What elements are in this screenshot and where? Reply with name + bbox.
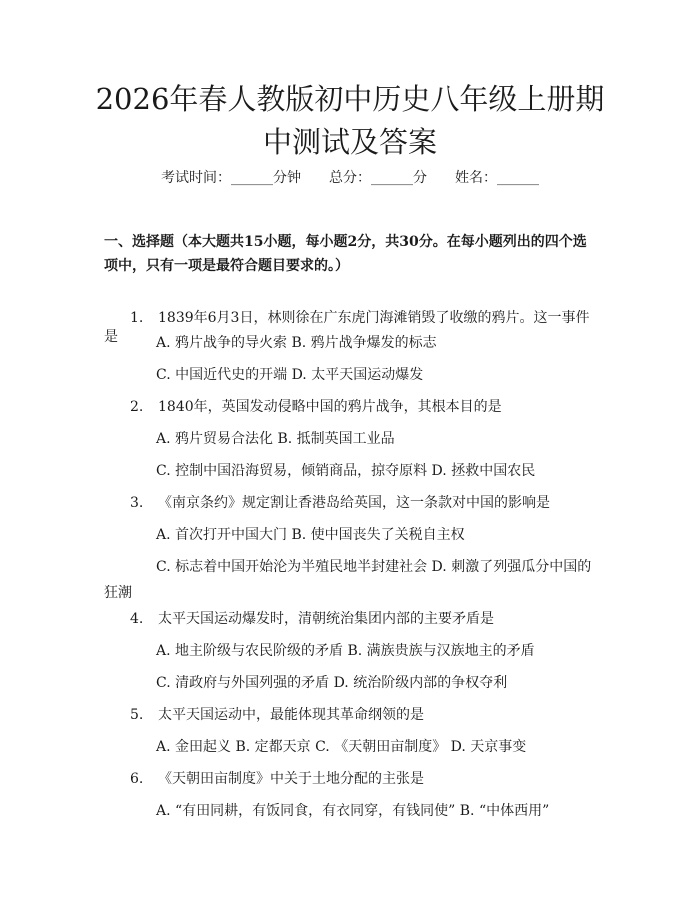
question-3-stem <box>104 490 596 516</box>
document-title: 2026年春人教版初中历史八年级上册期中测试及答案 <box>95 82 605 159</box>
question-text: 太平天国运动中，最能体现其革命纲领的是 <box>158 707 424 723</box>
exam-meta <box>0 168 700 188</box>
question-text: 《南京条约》规定割让香港岛给英国，这一条款对中国的影响是 <box>158 495 550 511</box>
question-3-options-continued: 狂潮 <box>104 585 132 601</box>
question-3-options-ab: A. 首次打开中国大门 B. 使中国丧失了关税自主权 <box>156 527 465 543</box>
question-2-options-cd: C. 控制中国沿海贸易，倾销商品，掠夺原料 D. 拯救中国农民 <box>156 463 536 479</box>
question-5-options: A. 金田起义 B. 定都天京 C. 《天朝田亩制度》 D. 天京事变 <box>156 739 527 755</box>
question-number: 3. <box>130 495 144 511</box>
name-label: 姓名：______ <box>455 170 539 186</box>
question-text: 1839年6月3日，林则徐在广东虎门海滩销毁了收缴的鸦片。这一事件 <box>158 310 590 326</box>
question-2-options-ab: A. 鸦片贸易合法化 B. 抵制英国工业品 <box>156 431 395 447</box>
question-2-stem <box>104 394 596 420</box>
question-1-stem-continued: 是 <box>104 329 118 345</box>
question-number: 2. <box>130 399 144 415</box>
question-6-options-ab: A. “有田同耕，有饭同食，有衣同穿，有钱同使” B. “中体西用” <box>156 803 550 819</box>
exam-time-label: 考试时间：______分钟 <box>161 170 301 186</box>
question-4-options-ab: A. 地主阶级与农民阶级的矛盾 B. 满族贵族与汉族地主的矛盾 <box>156 643 535 659</box>
question-1-options-ab: A. 鸦片战争的导火索 B. 鸦片战争爆发的标志 <box>156 335 437 351</box>
question-1-options-cd: C. 中国近代史的开端 D. 太平天国运动爆发 <box>156 367 424 383</box>
question-number: 1. <box>130 310 144 326</box>
question-text: 1840年，英国发动侵略中国的鸦片战争，其根本目的是 <box>158 399 502 415</box>
section-heading: 一、选择题（本大题共15小题，每小题2分，共30分。在每小题列出的四个选项中，只有一项是最符合题目要求的。） <box>104 234 587 274</box>
question-number: 5. <box>130 707 144 723</box>
question-number: 6. <box>130 771 144 787</box>
total-score-label: 总分：______分 <box>329 170 427 186</box>
question-5-stem <box>104 702 596 728</box>
question-number: 4. <box>130 611 144 627</box>
question-6-stem <box>104 766 596 792</box>
question-text: 太平天国运动爆发时，清朝统治集团内部的主要矛盾是 <box>158 611 494 627</box>
question-3-options-cd: C. 标志着中国开始沦为半殖民地半封建社会 D. 刺激了列强瓜分中国的 <box>156 559 592 575</box>
question-text: 《天朝田亩制度》中关于土地分配的主张是 <box>158 771 424 787</box>
question-1-stem <box>104 305 596 331</box>
question-4-stem <box>104 606 596 632</box>
question-4-options-cd: C. 清政府与外国列强的矛盾 D. 统治阶级内部的争权夺利 <box>156 675 508 691</box>
